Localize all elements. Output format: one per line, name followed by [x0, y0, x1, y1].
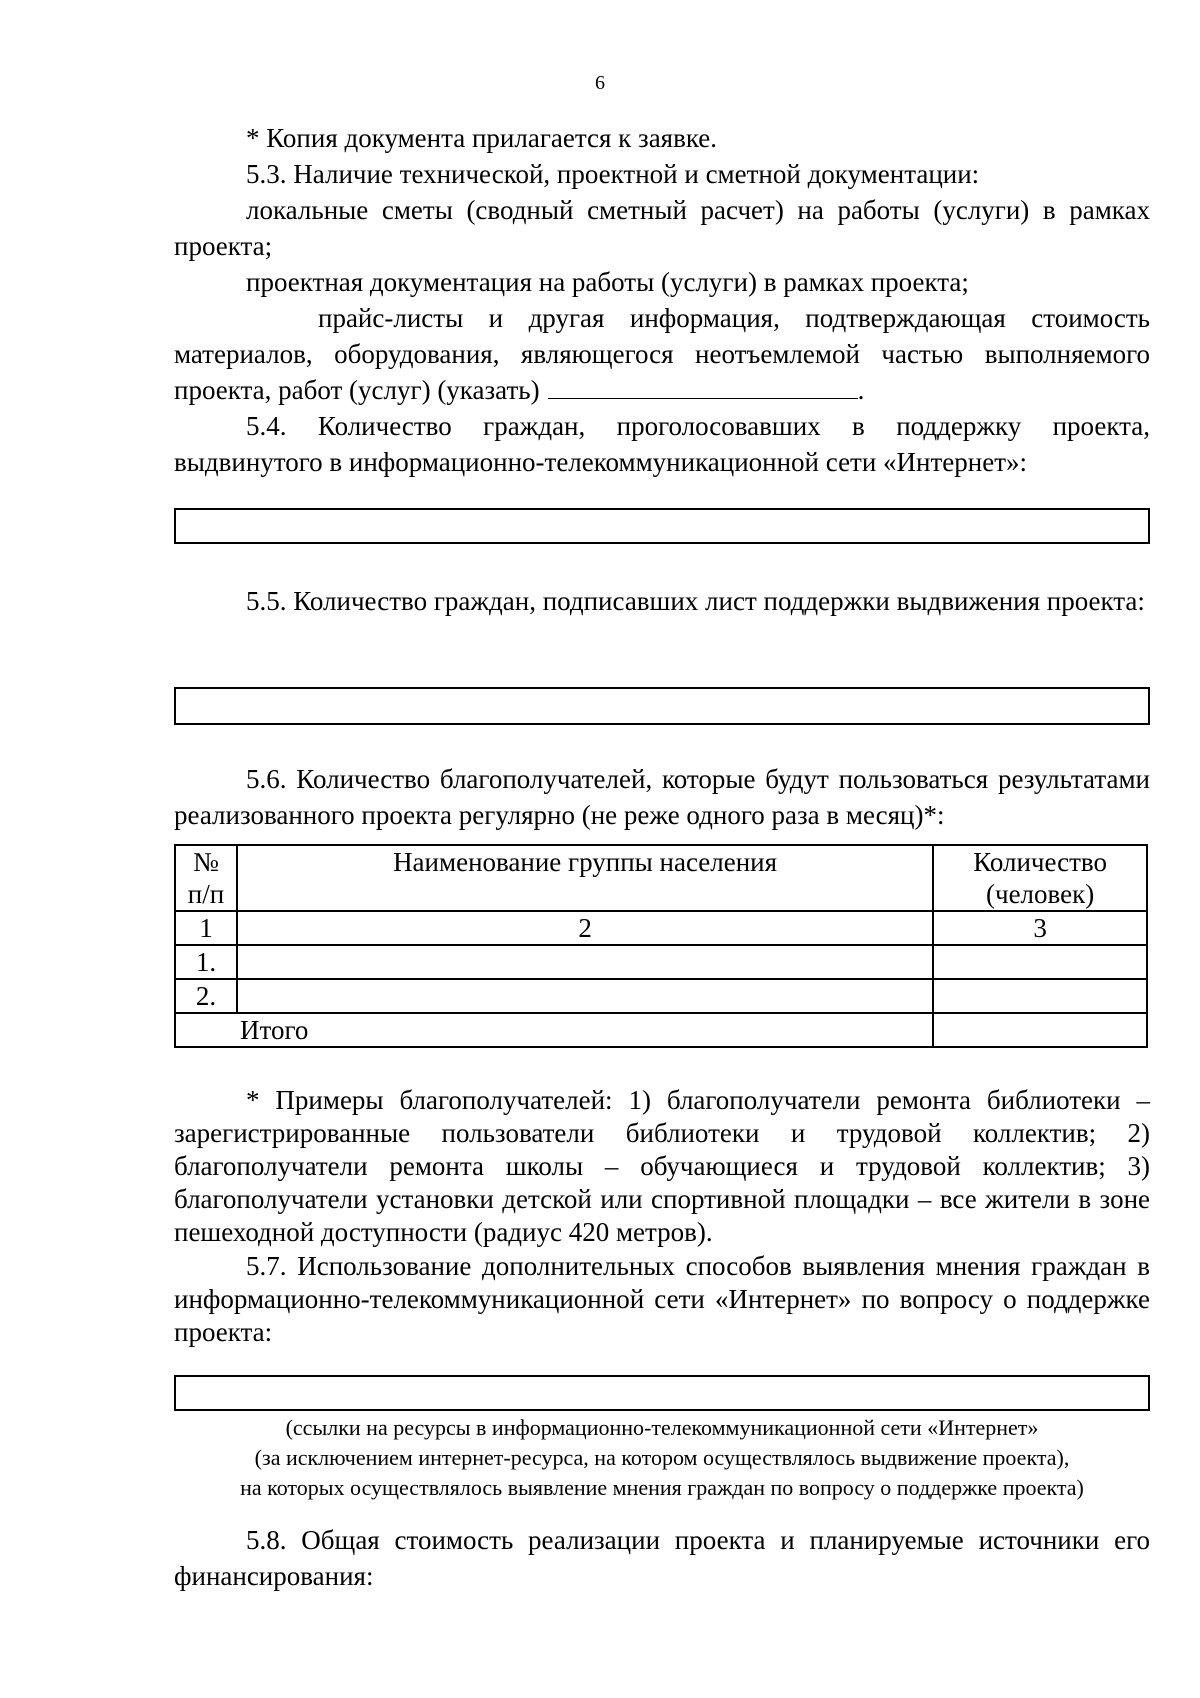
section-5-8-text: 5.8. Общая стоимость реализации проекта и планируемые источники его финансирования: — [174, 1525, 1150, 1591]
row-number: 2. — [175, 979, 237, 1013]
internet-links-field[interactable] — [174, 1375, 1150, 1411]
header-group-name: Наименование группы населения — [237, 845, 933, 911]
section-5-3-heading: 5.3. Наличие технической, проектной и сметной документации: — [246, 159, 980, 189]
price-lists-end: . — [857, 375, 865, 405]
signatures-count-field[interactable] — [174, 687, 1150, 725]
section-5-7-text: 5.7. Использование дополнительных способов выявления мнения граждан в информационно-телекоммуникационной сети «Интернет» по вопросу о поддержке проекта: — [174, 1251, 1150, 1347]
section-5-4-text: 5.4. Количество граждан, проголосовавших в поддержку проекта, выдвинутого в информационно-телекоммуникационной сети «Интернет»: — [174, 411, 1150, 477]
price-lists-line3 — [174, 372, 1150, 408]
count-cell[interactable] — [933, 945, 1147, 979]
votes-count-field[interactable] — [174, 508, 1150, 544]
header-count: Количество (человек) — [933, 845, 1147, 911]
links-note-line1: (ссылки на ресурсы в информационно-телекоммуникационной сети «Интернет» — [285, 1415, 1039, 1440]
group-name-cell[interactable] — [237, 979, 933, 1013]
price-lists-line1: прайс-листы и другая информация, подтверждающая стоимость — [318, 303, 1150, 333]
page-number: 6 — [595, 72, 605, 94]
total-count-cell[interactable] — [933, 1013, 1147, 1047]
total-label: Итого — [175, 1013, 933, 1047]
price-lists-line2: материалов, оборудования, являющегося неотъемлемой частью выполняемого — [174, 339, 1150, 369]
table-total-row — [175, 1013, 1147, 1047]
links-note-line3: на которых осуществлялось выявление мнения граждан по вопросу о поддержке проекта) — [240, 1475, 1084, 1500]
table-row — [175, 945, 1147, 979]
specify-blank-line[interactable] — [548, 374, 858, 399]
estimates-item: локальные сметы (сводный сметный расчет) на работы (услуги) в рамках проекта; — [174, 195, 1150, 261]
table-header-row — [175, 845, 1147, 911]
index-cell: 3 — [933, 911, 1147, 945]
header-number: № п/п — [175, 845, 237, 911]
price-lists-specify-label: проекта, работ (услуг) (указать) — [174, 375, 540, 405]
index-cell: 1 — [175, 911, 237, 945]
beneficiaries-examples: * Примеры благополучателей: 1) благополучатели ремонта библиотеки – зарегистрированные пользователи библиотеки и трудовой коллектив; 2) благополучатели ремонта школы – обучающиеся и трудовой коллектив; 3) благополучатели установки детской или спортивной площадки – все жители в зоне пешеходной доступности (радиус 420 метров). — [174, 1085, 1150, 1247]
group-name-cell[interactable] — [237, 945, 933, 979]
links-note-line2: (за исключением интернет-ресурса, на котором осуществлялось выдвижение проекта), — [254, 1445, 1070, 1470]
section-5-5-text: 5.5. Количество граждан, подписавших лист поддержки выдвижения проекта: — [246, 586, 1145, 616]
table-row — [175, 979, 1147, 1013]
copy-note: * Копия документа прилагается к заявке. — [246, 123, 718, 153]
beneficiaries-table — [174, 844, 1148, 1048]
row-number: 1. — [175, 945, 237, 979]
index-cell: 2 — [237, 911, 933, 945]
count-cell[interactable] — [933, 979, 1147, 1013]
table-index-row — [175, 911, 1147, 945]
project-docs-item: проектная документация на работы (услуги) в рамках проекта; — [246, 267, 969, 297]
section-5-6-text: 5.6. Количество благополучателей, которые будут пользоваться результатами реализованного проекта регулярно (не реже одного раза в месяц)*: — [174, 764, 1150, 830]
